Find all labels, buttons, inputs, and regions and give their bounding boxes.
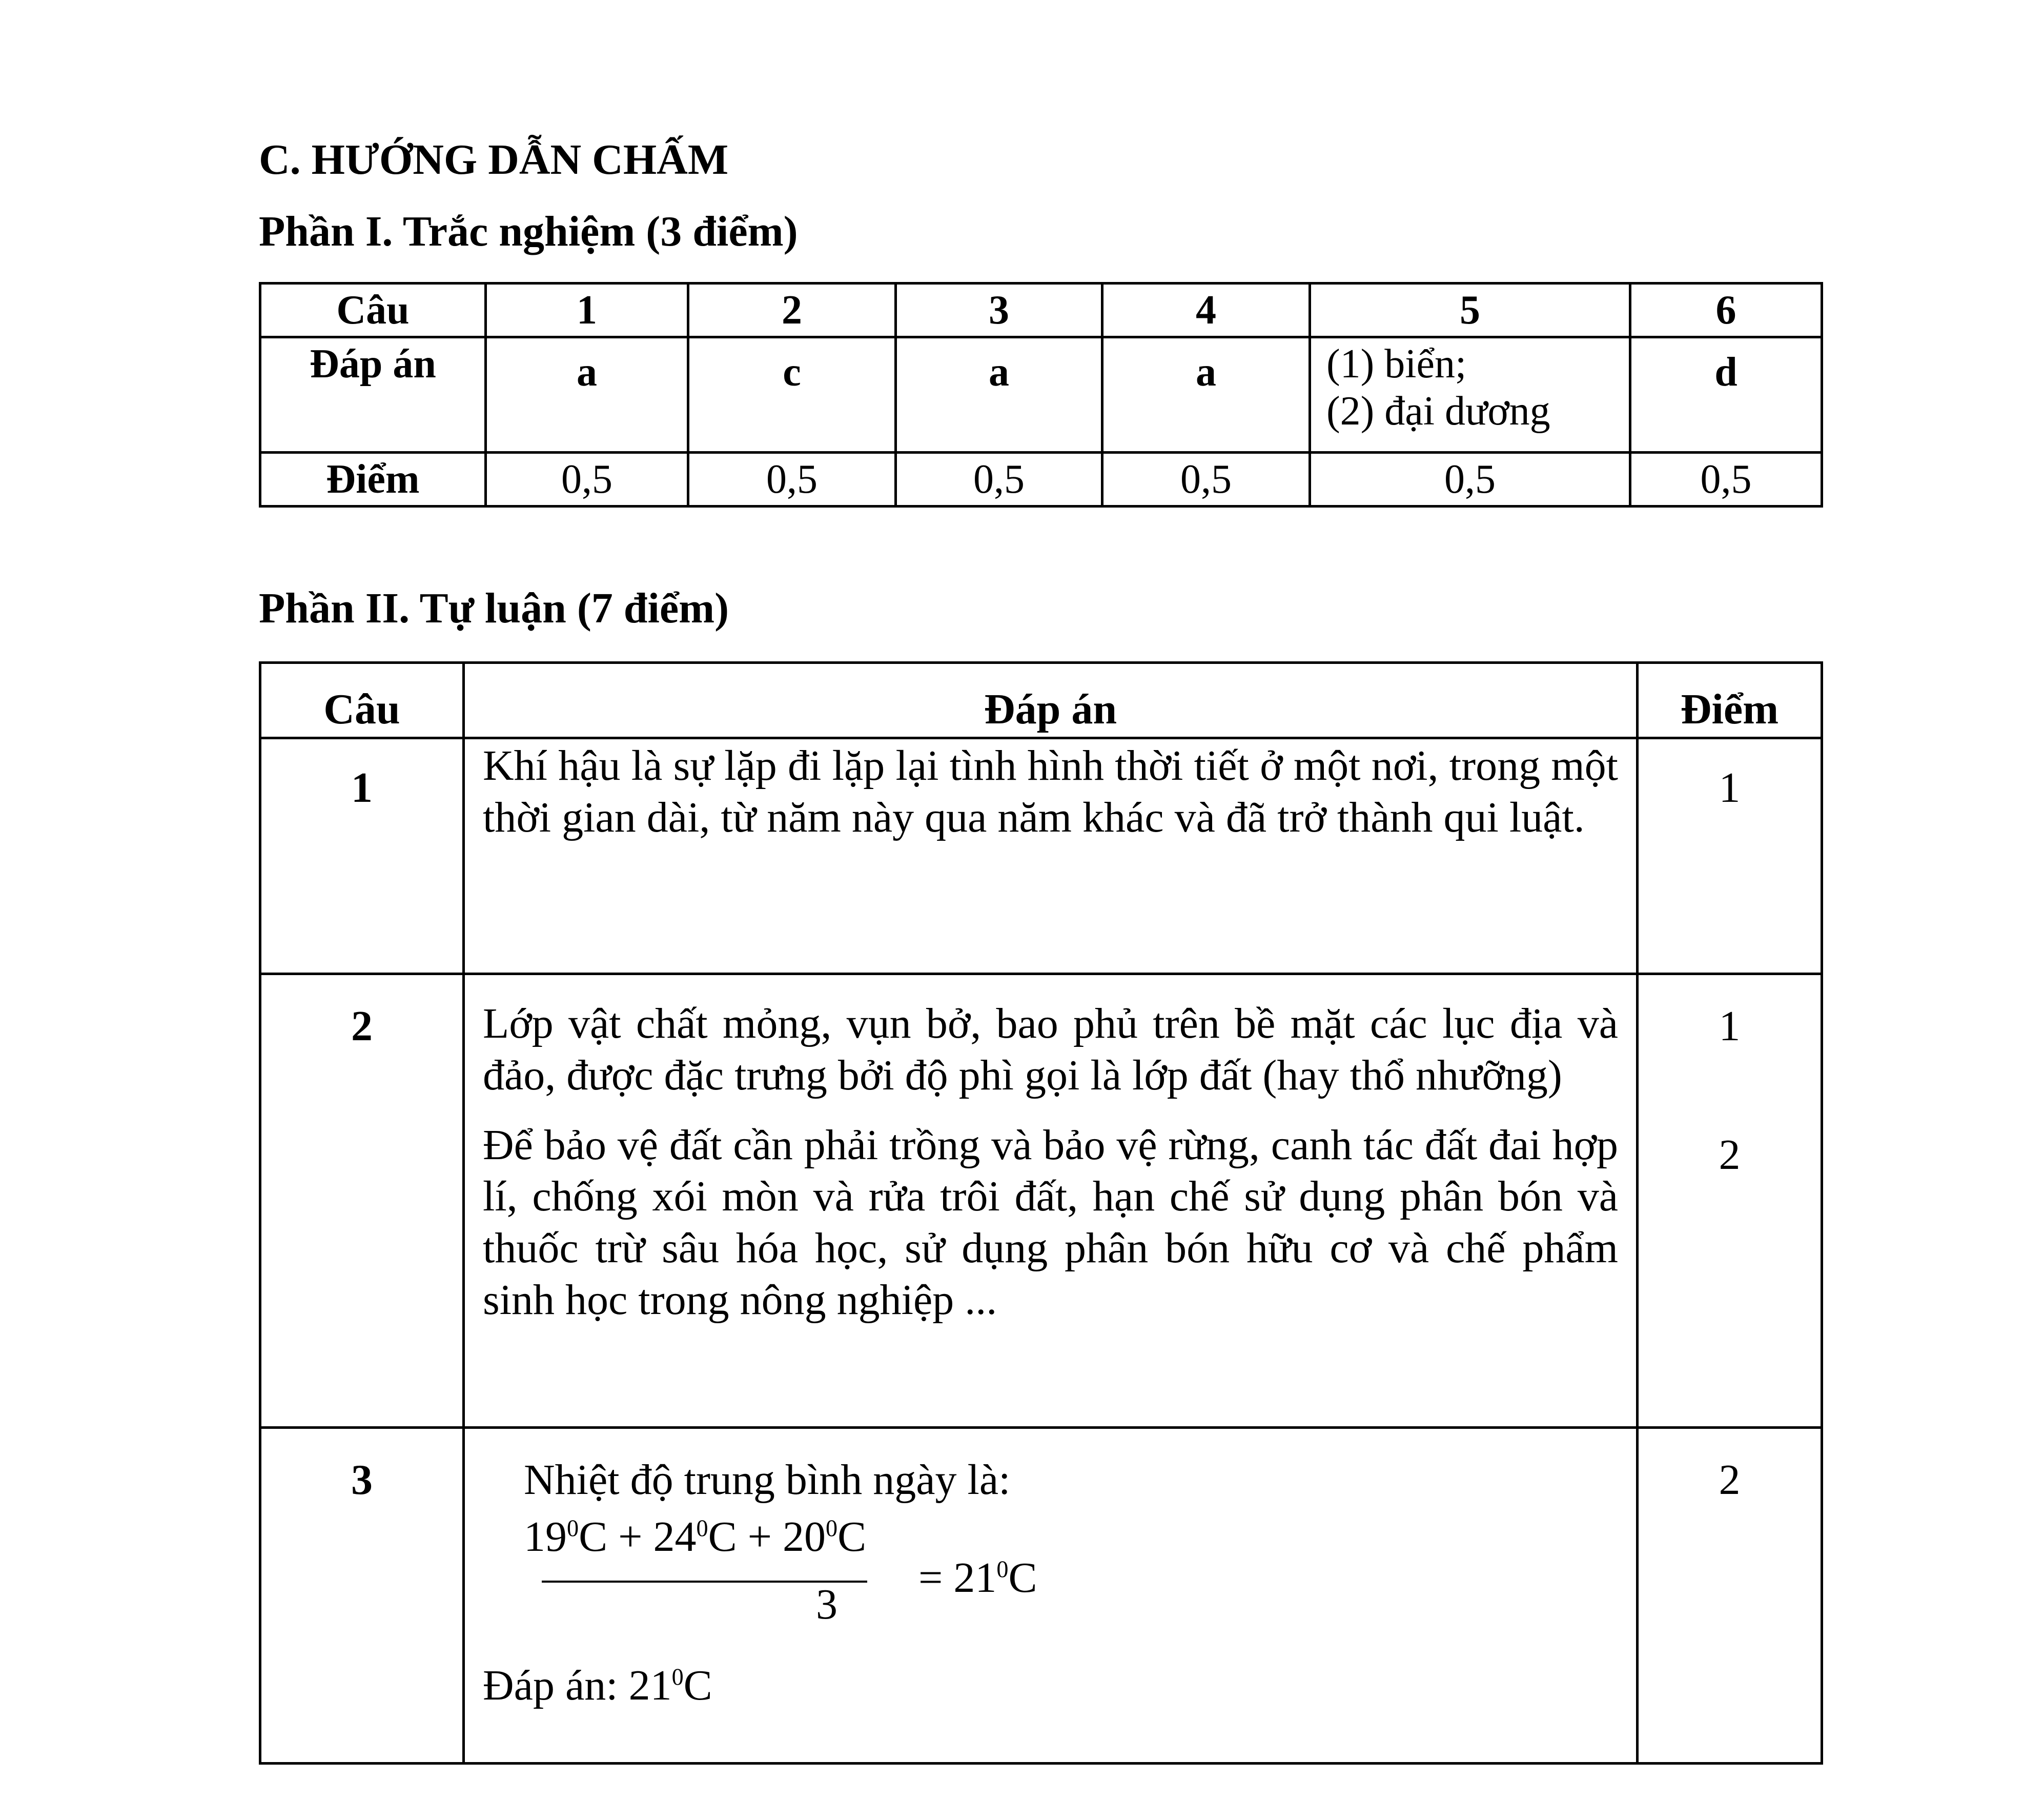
answer-text [464, 974, 1638, 1428]
part1-title: Phần I. Trắc nghiệm (3 điểm) [259, 208, 798, 255]
table-row [260, 974, 1822, 1428]
average-temperature-formula [483, 1506, 1618, 1660]
table-row [260, 1428, 1822, 1764]
formula-intro: Nhiệt độ trung bình ngày là: [524, 1456, 1011, 1504]
points-row [260, 453, 1822, 507]
points-value: 2 [1638, 1428, 1822, 1764]
question-number: 2 [260, 974, 464, 1428]
part2-title: Phần II. Tự luận (7 điểm) [259, 584, 729, 632]
answer-5-line-1: (1) biển; [1326, 341, 1467, 387]
page-heading: C. HƯỚNG DẪN CHẤM [259, 136, 729, 184]
points-value-b: 2 [1719, 1130, 1741, 1179]
answer-text [464, 738, 1638, 974]
answer-cell: a [1102, 337, 1310, 453]
formula-result: = $21^0C$ [918, 1553, 1037, 1602]
essay-answer-table [259, 661, 1823, 1765]
question-row [260, 284, 1822, 337]
question-number: 4 [1102, 284, 1310, 337]
points-cell: 0,5 [1310, 453, 1630, 507]
points-cell: 0,5 [688, 453, 896, 507]
question-number: 1 [260, 738, 464, 974]
points-cell: 0,5 [1102, 453, 1310, 507]
answer-cell: d [1630, 337, 1822, 453]
table-row [260, 738, 1822, 974]
formula-numerator: $19^0C + 24^0C + 20^0C$ [524, 1512, 867, 1561]
answer-paragraph: Lớp vật chất mỏng, vụn bở, bao phủ trên bề mặt các lục địa và đảo, được đặc trưng bởi độ phì gọi là lớp đất (hay thổ nhưỡng) [483, 1000, 1618, 1099]
answer-paragraph: Khí hậu là sự lặp đi lặp lại tình hình thời tiết ở một nơi, trong một thời gian dài, từ năm này qua năm khác và đã trở thành qui luật. [483, 742, 1618, 841]
header-question: Câu [260, 663, 464, 738]
header-points: Điểm [1638, 663, 1822, 738]
answer-5-line-2: (2) đại dương [1326, 389, 1550, 434]
answer-label: Đáp án [260, 337, 486, 453]
answer-row [260, 337, 1822, 453]
multiple-choice-answer-table [259, 282, 1823, 508]
answer-cell: a [896, 337, 1102, 453]
answer-cell: a [486, 337, 688, 453]
header-answer: Đáp án [464, 663, 1638, 738]
question-number: 6 [1630, 284, 1822, 337]
question-number: 3 [896, 284, 1102, 337]
points-cell: 0,5 [896, 453, 1102, 507]
final-answer: Đáp án: $21^0C$ [483, 1661, 712, 1709]
answer-cell-5 [1310, 337, 1630, 453]
points-value: 1 [1638, 738, 1822, 974]
question-number: 3 [260, 1428, 464, 1764]
points-value-a: 1 [1719, 1002, 1741, 1050]
table-header-row [260, 663, 1822, 738]
question-label: Câu [260, 284, 486, 337]
question-number: 2 [688, 284, 896, 337]
points-cell: 0,5 [1630, 453, 1822, 507]
points-cell: 0,5 [486, 453, 688, 507]
answer-cell: c [688, 337, 896, 453]
answer-text [464, 1428, 1638, 1764]
question-number: 1 [486, 284, 688, 337]
answer-paragraph: Để bảo vệ đất cần phải trồng và bảo vệ rừng, canh tác đất đai hợp lí, chống xói mòn và rửa trôi đất, hạn chế sử dụng phân bón và thuốc trừ sâu hóa học, sử dụng phân bón hữu cơ và chế phẩm sinh học trong nông nghiệp ... [483, 1121, 1618, 1324]
points-label: Điểm [260, 453, 486, 507]
points-value [1638, 974, 1822, 1428]
formula-denominator: 3 [816, 1580, 837, 1628]
question-number: 5 [1310, 284, 1630, 337]
